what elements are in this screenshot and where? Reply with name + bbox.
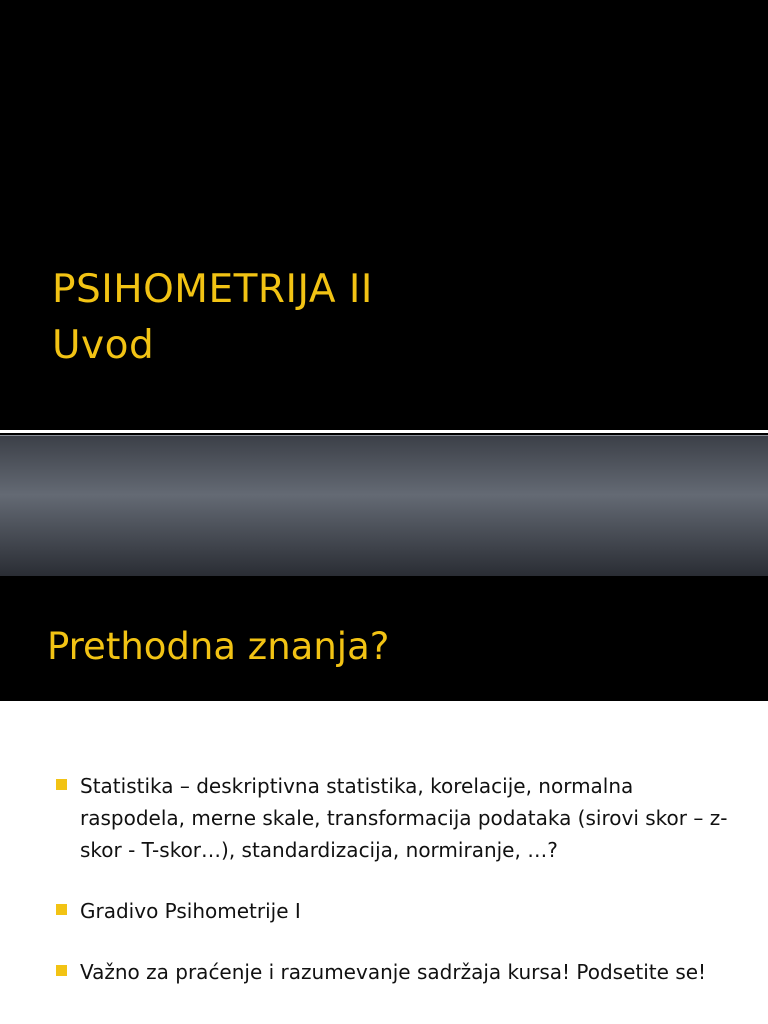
bullet-item [80,770,730,866]
bullet-item [80,956,730,988]
title-line-1: PSIHOMETRIJA II [52,267,373,312]
bullet-text: Važno za praćenje i razumevanje sadržaja kursa! Podsetite se! [80,960,707,984]
square-bullet-icon [56,779,67,790]
title-line-2: Uvod [52,323,155,368]
bullet-item [80,895,730,927]
slide-title-heading [52,262,373,374]
bullet-text: Statistika – deskriptivna statistika, korelacije, normalna raspodela, merne skale, transformacija podataka (sirovi skor – z-skor - T-skor…), standardizacija, normiranje, …? [80,774,728,862]
square-bullet-icon [56,965,67,976]
slide-heading: Prethodna znanja? [47,625,390,668]
slide-prior-knowledge [0,433,768,701]
slide-content [0,703,768,1024]
slide-title [0,0,768,430]
bullet-text: Gradivo Psihometrije I [80,899,301,923]
slide-gradient-band [0,435,768,576]
square-bullet-icon [56,904,67,915]
